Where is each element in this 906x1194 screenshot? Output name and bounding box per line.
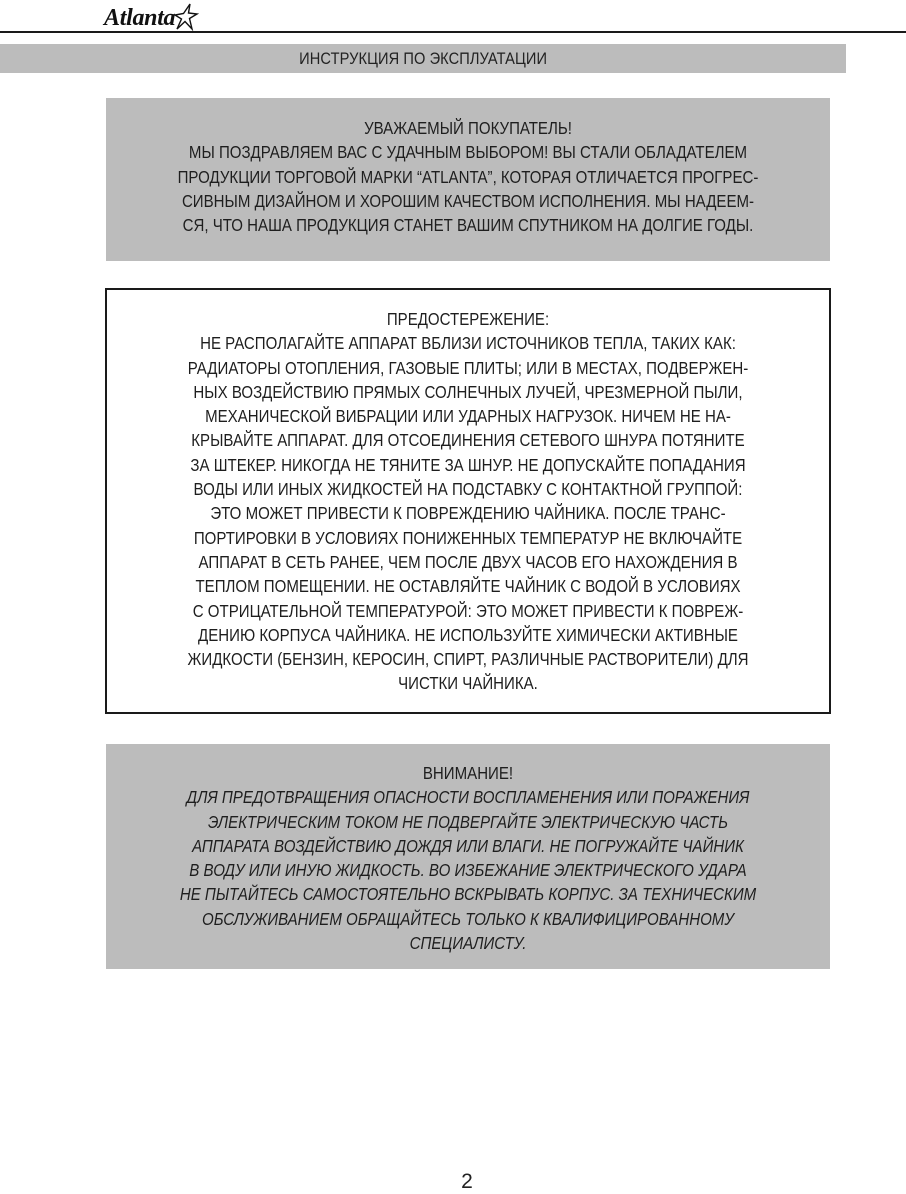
brand-logo bbox=[104, 2, 199, 32]
caution-line: ЖИДКОСТИ (БЕНЗИН, КЕРОСИН, СПИРТ, РАЗЛИЧНЫЕ РАСТВОРИТЕЛИ) ДЛЯ bbox=[187, 649, 749, 670]
section-title: ИНСТРУКЦИЯ ПО ЭКСПЛУАТАЦИИ bbox=[299, 48, 547, 68]
brand-name: Atlanta bbox=[104, 5, 176, 31]
caution-panel bbox=[105, 288, 831, 714]
caution-line: ЗА ШТЕКЕР. НИКОГДА НЕ ТЯНИТЕ ЗА ШНУР. НЕ ДОПУСКАЙТЕ ПОПАДАНИЯ bbox=[190, 454, 746, 475]
caution-line: КРЫВАЙТЕ АППАРАТ. ДЛЯ ОТСОЕДИНЕНИЯ СЕТЕВОГО ШНУРА ПОТЯНИТЕ bbox=[191, 430, 745, 451]
caution-heading: ПРЕДОСТЕРЕЖЕНИЕ: bbox=[386, 309, 550, 329]
caution-line: НЫХ ВОЗДЕЙСТВИЮ ПРЯМЫХ СОЛНЕЧНЫХ ЛУЧЕЙ, ЧРЕЗМЕРНОЙ ПЫЛИ, bbox=[193, 381, 743, 402]
caution-line: С ОТРИЦАТЕЛЬНОЙ ТЕМПЕРАТУРОЙ: ЭТО МОЖЕТ ПРИВЕСТИ К ПОВРЕЖ- bbox=[192, 600, 744, 621]
caution-line: НЕ РАСПОЛАГАЙТЕ АППАРАТ ВБЛИЗИ ИСТОЧНИКОВ ТЕПЛА, ТАКИХ КАК: bbox=[200, 333, 736, 354]
header-divider bbox=[0, 31, 906, 33]
greeting-line: ПРОДУКЦИИ ТОРГОВОЙ МАРКИ “ATLANTA”, КОТОРАЯ ОТЛИЧАЕТСЯ ПРОГРЕС- bbox=[177, 166, 759, 187]
greeting-line: МЫ ПОЗДРАВЛЯЕМ ВАС С УДАЧНЫМ ВЫБОРОМ! ВЫ СТАЛИ ОБЛАДАТЕЛЕМ bbox=[188, 142, 748, 163]
section-title-bar bbox=[0, 44, 846, 73]
attention-heading: ВНИМАНИЕ! bbox=[422, 763, 514, 783]
attention-panel bbox=[106, 744, 830, 969]
caution-line: ЭТО МОЖЕТ ПРИВЕСТИ К ПОВРЕЖДЕНИЮ ЧАЙНИКА. ПОСЛЕ ТРАНС- bbox=[210, 503, 726, 524]
caution-line: МЕХАНИЧЕСКОЙ ВИБРАЦИИ ИЛИ УДАРНЫХ НАГРУЗОК. НИЧЕМ НЕ НА- bbox=[205, 406, 731, 427]
attention-line: АППАРАТА ВОЗДЕЙСТВИЮ ДОЖДЯ ИЛИ ВЛАГИ. НЕ ПОГРУЖАЙТЕ ЧАЙНИК bbox=[192, 835, 744, 856]
page-number: 2 bbox=[461, 1170, 473, 1193]
greeting-panel bbox=[106, 98, 830, 261]
caution-line: ДЕНИЮ КОРПУСА ЧАЙНИКА. НЕ ИСПОЛЬЗУЙТЕ ХИМИЧЕСКИ АКТИВНЫЕ bbox=[198, 624, 738, 645]
greeting-line: СЯ, ЧТО НАША ПРОДУКЦИЯ СТАНЕТ ВАШИМ СПУТНИКОМ НА ДОЛГИЕ ГОДЫ. bbox=[182, 215, 754, 236]
greeting-heading: УВАЖАЕМЫЙ ПОКУПАТЕЛЬ! bbox=[364, 118, 572, 138]
caution-line: АППАРАТ В СЕТЬ РАНЕЕ, ЧЕМ ПОСЛЕ ДВУХ ЧАСОВ ЕГО НАХОЖДЕНИЯ В bbox=[198, 551, 738, 572]
attention-line: ОБСЛУЖИВАНИЕМ ОБРАЩАЙТЕСЬ ТОЛЬКО К КВАЛИФИЦИРОВАННОМУ bbox=[202, 908, 734, 929]
greeting-line: СИВНЫМ ДИЗАЙНОМ И ХОРОШИМ КАЧЕСТВОМ ИСПОЛНЕНИЯ. МЫ НАДЕЕМ- bbox=[181, 190, 755, 211]
attention-line: СПЕЦИАЛИСТУ. bbox=[409, 933, 527, 954]
attention-line: ЭЛЕКТРИЧЕСКИМ ТОКОМ НЕ ПОДВЕРГАЙТЕ ЭЛЕКТРИЧЕСКУЮ ЧАСТЬ bbox=[208, 811, 728, 832]
star-outline-icon bbox=[173, 2, 199, 32]
attention-line: НЕ ПЫТАЙТЕСЬ САМОСТОЯТЕЛЬНО ВСКРЫВАТЬ КОРПУС. ЗА ТЕХНИЧЕСКИМ bbox=[179, 884, 757, 905]
attention-line: В ВОДУ ИЛИ ИНУЮ ЖИДКОСТЬ. ВО ИЗБЕЖАНИЕ ЭЛЕКТРИЧЕСКОГО УДАРА bbox=[189, 860, 747, 881]
attention-line: ДЛЯ ПРЕДОТВРАЩЕНИЯ ОПАСНОСТИ ВОСПЛАМЕНЕНИЯ ИЛИ ПОРАЖЕНИЯ bbox=[186, 787, 750, 808]
caution-line: ВОДЫ ИЛИ ИНЫХ ЖИДКОСТЕЙ НА ПОДСТАВКУ С КОНТАКТНОЙ ГРУППОЙ: bbox=[193, 479, 743, 500]
caution-line: ПОРТИРОВКИ В УСЛОВИЯХ ПОНИЖЕННЫХ ТЕМПЕРАТУР НЕ ВКЛЮЧАЙТЕ bbox=[193, 527, 743, 548]
caution-line: ТЕПЛОМ ПОМЕЩЕНИИ. НЕ ОСТАВЛЯЙТЕ ЧАЙНИК С ВОДОЙ В УСЛОВИЯХ bbox=[195, 576, 741, 597]
caution-line: ЧИСТКИ ЧАЙНИКА. bbox=[398, 673, 538, 694]
caution-line: РАДИАТОРЫ ОТОПЛЕНИЯ, ГАЗОВЫЕ ПЛИТЫ; ИЛИ В МЕСТАХ, ПОДВЕРЖЕН- bbox=[187, 357, 749, 378]
